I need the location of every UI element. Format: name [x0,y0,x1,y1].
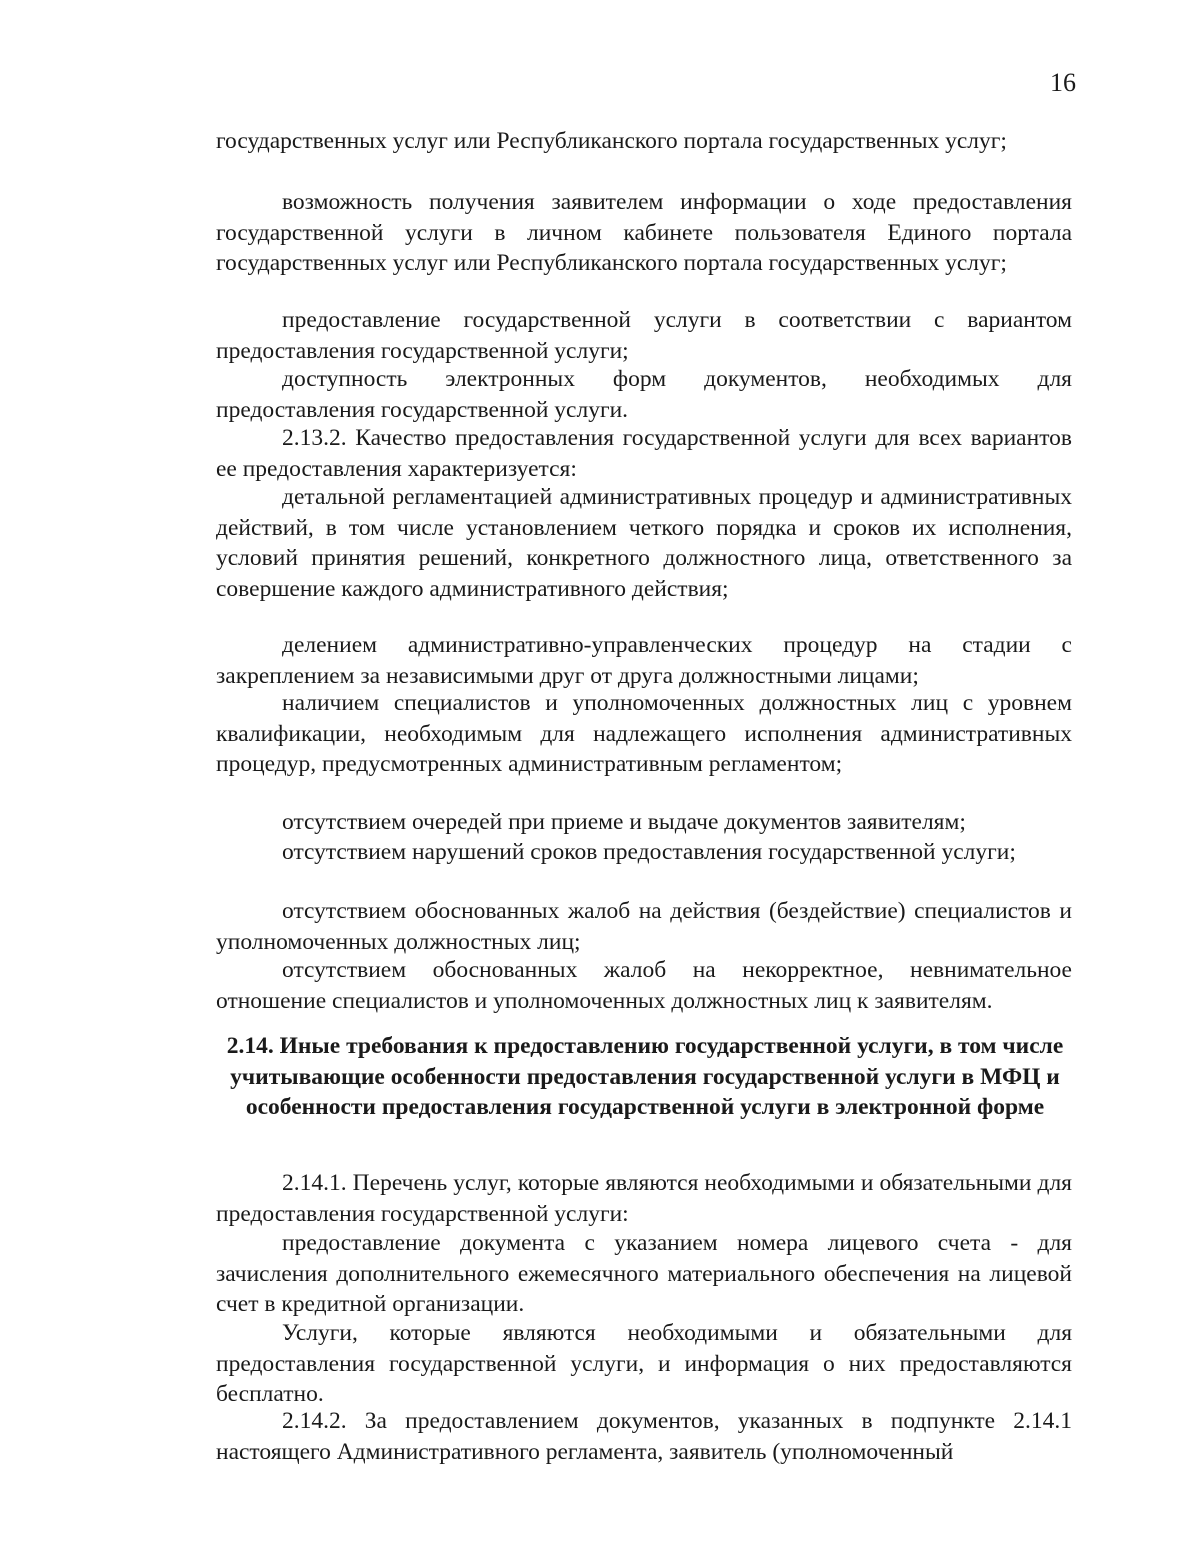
paragraph: наличием специалистов и уполномоченных должностных лиц с уровнем квалификации, необходимым для надлежащего исполнения административных процедур, предусмотренных административным регламентом; [216,690,1072,777]
paragraph: 2.14.1. Перечень услуг, которые являются необходимыми и обязательными для предоставления государственной услуги: [216,1170,1072,1227]
paragraph: предоставление документа с указанием номера лицевого счета - для зачисления дополнительного ежемесячного материального обеспечения на лицевой счет в кредитной организации. [216,1230,1072,1317]
paragraph: 2.13.2. Качество предоставления государственной услуги для всех вариантов ее предоставления характеризуется: [216,425,1072,482]
paragraph: детальной регламентацией административных процедур и административных действий, в том числе установлением четкого порядка и сроков их исполнения, условий принятия решений, конкретного должностного лица, ответственного за совершение каждого административного действия; [216,484,1072,602]
page-number: 16 [1050,68,1076,97]
paragraph: отсутствием очередей при приеме и выдаче документов заявителям; [282,809,966,835]
paragraph: отсутствием нарушений сроков предоставления государственной услуги; [282,839,1016,865]
paragraph: отсутствием обоснованных жалоб на некорректное, невнимательное отношение специалистов и уполномоченных должностных лиц к заявителям. [216,957,1072,1014]
paragraph: возможность получения заявителем информации о ходе предоставления государственной услуги в личном кабинете пользователя Единого портала государственных услуг или Республиканского портала государственных услуг; [216,189,1072,276]
section-heading: 2.14. Иные требования к предоставлению государственной услуги, в том числе учитывающие особенности предоставления государственной услуги в МФЦ и особенности предоставления государственной услуги в электронной форме [226,1033,1064,1120]
paragraph: государственных услуг или Республиканского портала государственных услуг; [216,128,1007,154]
paragraph: предоставление государственной услуги в соответствии с вариантом предоставления государственной услуги; [216,307,1072,364]
paragraph: Услуги, которые являются необходимыми и обязательными для предоставления государственной услуги, и информация о них предоставляются бесплатно. [216,1320,1072,1407]
paragraph: отсутствием обоснованных жалоб на действия (бездействие) специалистов и уполномоченных должностных лиц; [216,898,1072,955]
paragraph: делением административно-управленческих процедур на стадии с закреплением за независимыми друг от друга должностными лицами; [216,632,1072,689]
paragraph: 2.14.2. За предоставлением документов, указанных в подпункте 2.14.1 настоящего Административного регламента, заявитель (уполномоченный [216,1408,1072,1465]
paragraph: доступность электронных форм документов, необходимых для предоставления государственной услуги. [216,366,1072,423]
